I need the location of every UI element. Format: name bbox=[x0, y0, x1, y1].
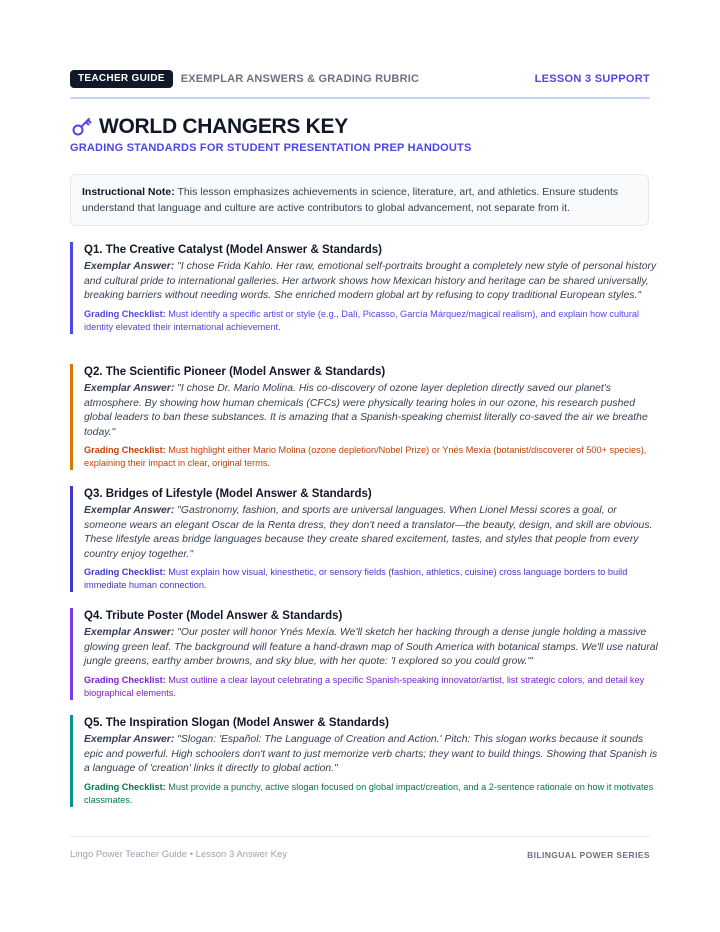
page-title: WORLD CHANGERS KEY bbox=[99, 115, 348, 138]
lesson-label: LESSON 3 SUPPORT bbox=[534, 73, 650, 85]
exemplar-answer bbox=[84, 626, 659, 670]
header-divider bbox=[70, 97, 650, 99]
footer-text: Lingo Power Teacher Guide • Lesson 3 Answer Key bbox=[70, 849, 288, 860]
checklist-label: Grading Checklist: bbox=[84, 781, 166, 792]
key-icon bbox=[70, 115, 94, 139]
checklist-text: Must outline a clear layout celebrating a specific Spanish-speaking innovator/artist, list strategic colors, and detail key biographical elements. bbox=[84, 674, 645, 698]
grading-checklist bbox=[84, 566, 659, 592]
answer-label: Exemplar Answer: bbox=[84, 261, 175, 272]
answer-label: Exemplar Answer: bbox=[84, 627, 175, 638]
checklist-label: Grading Checklist: bbox=[84, 445, 166, 455]
checklist-text: Must provide a punchy, active slogan focused on global impact/creation, and a 2-sentence rationale on how it motivates classmates. bbox=[84, 781, 654, 805]
grading-checklist bbox=[84, 674, 659, 700]
teacher-guide-badge: TEACHER GUIDE bbox=[70, 70, 173, 88]
exemplar-answer bbox=[84, 260, 659, 304]
question-title: Q3. Bridges of Lifestyle (Model Answer & Standards) bbox=[84, 488, 372, 500]
page-header bbox=[70, 69, 650, 89]
exemplar-answer bbox=[84, 382, 659, 440]
instructional-note bbox=[70, 174, 649, 226]
question-title: Q1. The Creative Catalyst (Model Answer & Standards) bbox=[84, 244, 383, 256]
answer-text: "I chose Dr. Mario Molina. His co-discovery of ozone layer depletion directly saved our planet's atmosphere. By showing how human chemicals (CFCs) were physically tearing holes in our ozone, his research pushed global leaders to ban these substances. It is amazing that a Spanish-speaking chemist literally co-saved the air we breathe today." bbox=[84, 383, 648, 438]
question-title: Q4. Tribute Poster (Model Answer & Standards) bbox=[84, 610, 343, 622]
footer-divider bbox=[70, 836, 650, 837]
checklist-text: Must highlight either Mario Molina (ozone depletion/Nobel Prize) or Ynés Mexía (botanist/discoverer of 500+ species), explaining their impact in clear, original terms. bbox=[84, 445, 647, 468]
grading-checklist bbox=[84, 444, 659, 470]
exemplar-answer bbox=[84, 733, 659, 777]
checklist-label: Grading Checklist: bbox=[84, 567, 166, 577]
question-block-q4 bbox=[70, 608, 659, 700]
question-title: Q5. The Inspiration Slogan (Model Answer & Standards) bbox=[84, 717, 389, 729]
answer-label: Exemplar Answer: bbox=[84, 505, 175, 516]
checklist-text: Must identify a specific artist or style (e.g., Dalí, Picasso, García Márquez/magical realism), and explain how cultural identity elevated their international achievement. bbox=[84, 308, 640, 332]
answer-label: Exemplar Answer: bbox=[84, 383, 175, 394]
checklist-label: Grading Checklist: bbox=[84, 308, 166, 319]
checklist-label: Grading Checklist: bbox=[84, 674, 166, 685]
header-subtitle: EXEMPLAR ANSWERS & GRADING RUBRIC bbox=[180, 73, 420, 85]
answer-text: "I chose Frida Kahlo. Her raw, emotional self-portraits brought a completely new style of personal history and cultural pride to international galleries. Her artwork shows how Mexican history and heritage can be shared universally, breaking barriers without needing words. She enriched modern global art by refusing to copy traditional European styles." bbox=[84, 261, 657, 301]
grading-checklist bbox=[84, 308, 659, 334]
answer-text: "Our poster will honor Ynés Mexía. We'll sketch her hacking through a dense jungle holding a massive glowing green leaf. The background will feature a hand-drawn map of South America with botanical stamps. We'll use natural jungle greens, earthy amber browns, and sky blue, with her quote: 'I explored so you could grow.'" bbox=[84, 627, 658, 667]
note-label: Instructional Note: bbox=[82, 186, 175, 198]
question-block-q3 bbox=[70, 486, 659, 592]
title-row bbox=[70, 115, 348, 139]
answer-text: "Gastronomy, fashion, and sports are universal languages. When Lionel Messi scores a goal, or someone wears an elegant Oscar de la Renta dress, they don't need a translator—the beauty, design, and skill are obvious. These lifestyle areas bridge languages because they create shared excitement, tastes, and styles that people from every country enjoy together." bbox=[84, 505, 653, 560]
question-block-q5 bbox=[70, 715, 659, 807]
note-text: This lesson emphasizes achievements in science, literature, art, and athletics. Ensure students understand that language and culture are active contributors to global advancement, not separate from it. bbox=[82, 186, 619, 214]
grading-checklist bbox=[84, 781, 659, 807]
question-block-q2 bbox=[70, 364, 659, 470]
answer-label: Exemplar Answer: bbox=[84, 734, 175, 745]
answer-text: "Slogan: 'Español: The Language of Creation and Action.' Pitch: This slogan works because it sounds epic and powerful. High schoolers don't want to just memorize verb charts; they want to build things. Showing that Spanish is a language of 'creation' links it directly to global action." bbox=[84, 734, 658, 774]
exemplar-answer bbox=[84, 504, 659, 562]
checklist-text: Must explain how visual, kinesthetic, or sensory fields (fashion, athletics, cuisine) cross language borders to build immediate human connection. bbox=[84, 567, 628, 590]
question-title: Q2. The Scientific Pioneer (Model Answer & Standards) bbox=[84, 366, 386, 378]
series-label: BILINGUAL POWER SERIES bbox=[527, 850, 650, 860]
page-subtitle: GRADING STANDARDS FOR STUDENT PRESENTATION PREP HANDOUTS bbox=[70, 142, 472, 154]
question-block-q1 bbox=[70, 242, 659, 334]
